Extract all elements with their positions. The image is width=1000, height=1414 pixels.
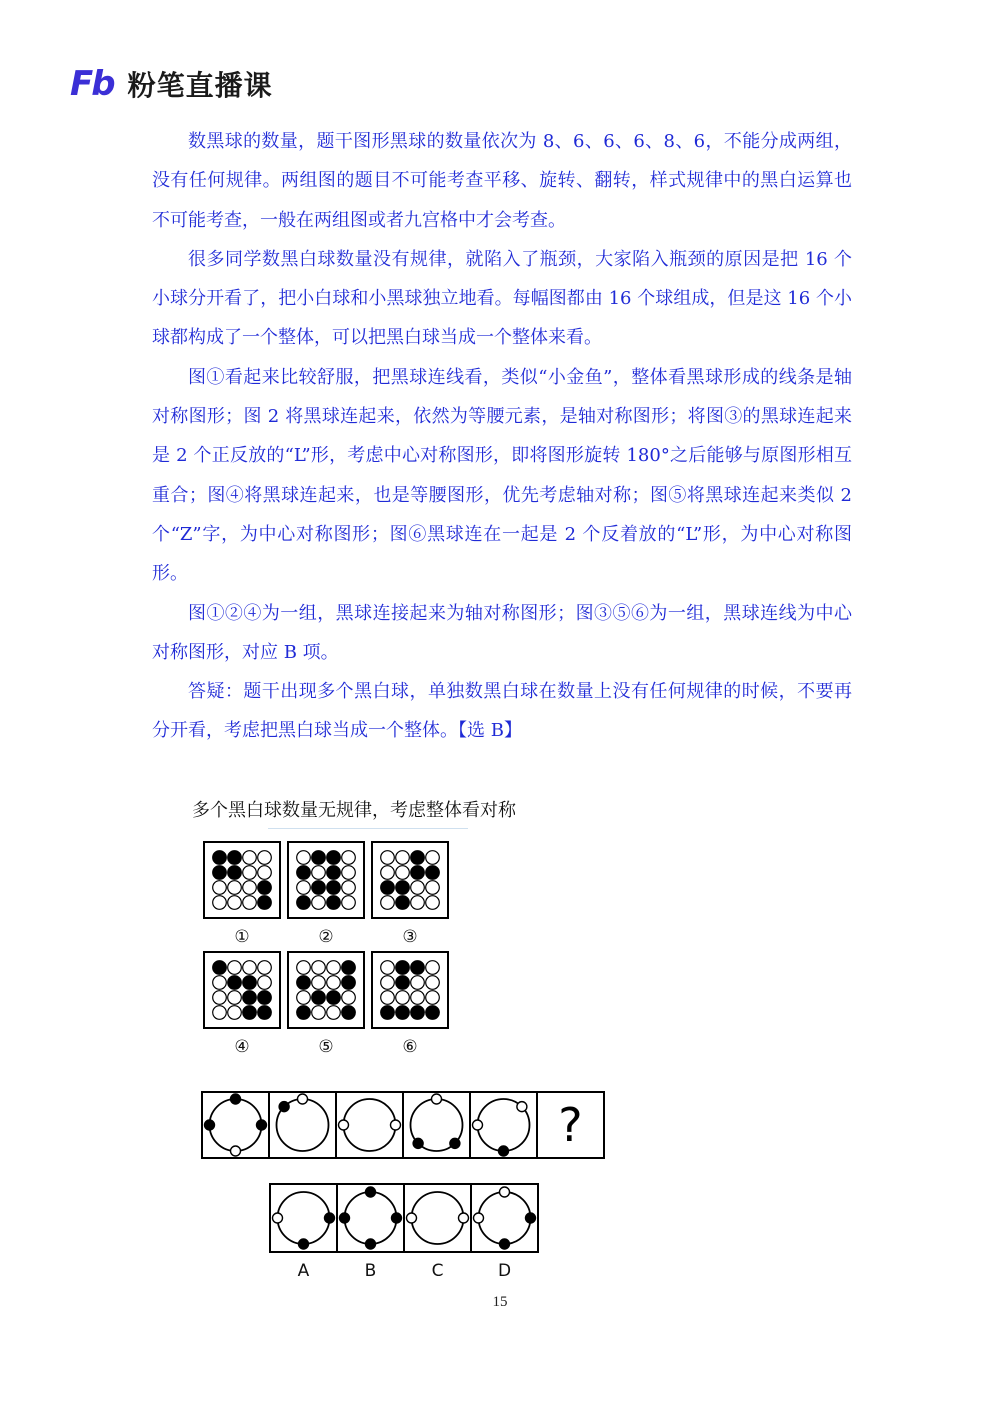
black-ball — [258, 991, 272, 1005]
white-ball — [342, 866, 356, 880]
white-ball — [258, 976, 272, 990]
white-ball — [381, 961, 395, 975]
black-ball — [381, 1006, 395, 1020]
white-ball — [381, 896, 395, 910]
white-ball — [228, 896, 242, 910]
black-ball — [312, 881, 326, 895]
white-ball — [312, 1006, 326, 1020]
black-dot — [500, 1239, 510, 1249]
black-ball — [327, 851, 341, 865]
white-ball — [243, 881, 257, 895]
white-ball — [426, 896, 440, 910]
black-ball — [258, 1006, 272, 1020]
white-ball — [411, 991, 425, 1005]
white-dot — [273, 1213, 283, 1223]
black-ball — [213, 866, 227, 880]
white-ball — [411, 976, 425, 990]
white-ball — [213, 976, 227, 990]
black-ball — [258, 896, 272, 910]
paragraph: 答疑：题干出现多个黑白球，单独数黑白球在数量上没有任何规律的时候，不要再分开看，考虑把黑白球当成一个整体。【选 B】 — [152, 681, 852, 742]
circle-sequence-figure — [196, 1086, 616, 1286]
white-dot — [474, 1213, 484, 1223]
white-ball — [297, 851, 311, 865]
white-ball — [243, 896, 257, 910]
white-ball — [396, 866, 410, 880]
black-ball — [327, 896, 341, 910]
white-dot — [459, 1213, 469, 1223]
paragraph: 数黑球的数量，题干图形黑球的数量依次为 8、6、6、6、8、6，不能分成两组，没有任何规律。两组图的题目不可能考查平移、旋转、翻转，样式规律中的黑白运算也不可能考查，一般在两组图或者九宫格中才会考查。 — [152, 131, 852, 231]
black-ball — [396, 961, 410, 975]
option-label: C — [431, 1261, 444, 1281]
white-dot — [407, 1213, 417, 1223]
white-ball — [213, 881, 227, 895]
black-ball — [327, 991, 341, 1005]
fenbi-logo: Fb — [70, 64, 114, 104]
black-ball — [312, 991, 326, 1005]
white-ball — [426, 991, 440, 1005]
white-ball — [297, 881, 311, 895]
white-ball — [426, 881, 440, 895]
white-dot — [473, 1120, 483, 1130]
black-ball — [258, 881, 272, 895]
white-dot — [391, 1120, 401, 1130]
white-ball — [213, 991, 227, 1005]
option-label: A — [297, 1261, 310, 1281]
panel-label: ③ — [402, 927, 418, 947]
white-ball — [312, 976, 326, 990]
black-ball — [396, 896, 410, 910]
white-ball — [228, 991, 242, 1005]
white-dot — [500, 1187, 510, 1197]
question-mark: ? — [558, 1098, 583, 1152]
paragraph: 图①看起来比较舒服，把黑球连线看，类似“小金鱼”，整体看黑球形成的线条是轴对称图形；图 2 将黑球连起来，依然为等腰元素，是轴对称图形；将图③的黑球连起来是 2 个正反放的“L”形，考虑中心对称图形，即将图形旋转 180°之后能够与原图形相互重合；图④将黑球连起来，也是等腰图形，优先考虑轴对称；图⑤将黑球连起来类似 2 个“Z”字，为中心对称图形；图⑥黑球连在一起是 2 个反着放的“L”形，为中心对称图形。 — [152, 366, 852, 585]
black-ball — [243, 991, 257, 1005]
black-dot — [413, 1138, 423, 1148]
white-ball — [228, 961, 242, 975]
ball-grid-panel — [288, 842, 364, 947]
white-ball — [297, 961, 311, 975]
black-ball — [297, 1006, 311, 1020]
white-ball — [312, 866, 326, 880]
white-dot — [231, 1146, 241, 1156]
black-dot — [279, 1102, 289, 1112]
white-ball — [342, 851, 356, 865]
white-dot — [339, 1120, 349, 1130]
black-ball — [297, 866, 311, 880]
black-ball — [297, 896, 311, 910]
panel-label: ④ — [234, 1037, 250, 1057]
white-ball — [228, 881, 242, 895]
black-dot — [340, 1213, 350, 1223]
panel-label: ② — [318, 927, 334, 947]
black-ball — [411, 866, 425, 880]
paragraph: 很多同学数黑白球数量没有规律，就陷入了瓶颈，大家陷入瓶颈的原因是把 16 个小球分开看了，把小白球和小黑球独立地看。每幅图都由 16 个球组成，但是这 16 个小球都构成了一个整体，可以把黑白球当成一个整体来看。 — [152, 248, 852, 349]
black-ball — [342, 1006, 356, 1020]
caption-underline — [268, 828, 468, 829]
white-ball — [342, 896, 356, 910]
ball-grid-panel — [204, 952, 280, 1057]
white-ball — [426, 851, 440, 865]
black-ball — [228, 851, 242, 865]
ball-grid-panel — [372, 952, 448, 1057]
black-dot — [526, 1213, 536, 1223]
panel-label: ⑤ — [318, 1037, 334, 1057]
black-dot — [366, 1187, 376, 1197]
white-dot — [432, 1094, 442, 1104]
paragraph: 图①②④为一组，黑球连接起来为轴对称图形；图③⑤⑥为一组，黑球连线为中心对称图形，对应 B 项。 — [152, 602, 852, 663]
white-ball — [327, 961, 341, 975]
black-dot — [499, 1146, 509, 1156]
white-ball — [258, 961, 272, 975]
black-dot — [257, 1120, 267, 1130]
white-ball — [258, 851, 272, 865]
page-header — [70, 64, 273, 104]
ball-grid-panel — [372, 842, 448, 947]
white-ball — [213, 896, 227, 910]
option-label: B — [364, 1261, 377, 1281]
white-ball — [426, 976, 440, 990]
figure-caption: 多个黑白球数量无规律，考虑整体看对称 — [192, 800, 516, 821]
white-ball — [381, 976, 395, 990]
black-dot — [231, 1094, 241, 1104]
black-ball — [327, 866, 341, 880]
black-ball — [342, 961, 356, 975]
white-ball — [312, 961, 326, 975]
panel-label: ⑥ — [402, 1037, 418, 1057]
white-ball — [381, 866, 395, 880]
black-ball — [327, 881, 341, 895]
ball-grid-figure — [196, 836, 466, 1062]
ball-grid-panel — [288, 952, 364, 1057]
white-ball — [396, 851, 410, 865]
black-ball — [213, 961, 227, 975]
white-dot — [517, 1102, 527, 1112]
white-ball — [327, 1006, 341, 1020]
black-ball — [228, 976, 242, 990]
black-ball — [411, 851, 425, 865]
white-dot — [298, 1094, 308, 1104]
black-ball — [228, 866, 242, 880]
black-ball — [396, 1006, 410, 1020]
white-ball — [381, 991, 395, 1005]
panel-label: ① — [234, 927, 250, 947]
black-ball — [396, 881, 410, 895]
white-ball — [228, 1006, 242, 1020]
black-ball — [411, 1006, 425, 1020]
black-ball — [411, 961, 425, 975]
white-ball — [243, 851, 257, 865]
black-ball — [243, 976, 257, 990]
white-ball — [342, 881, 356, 895]
black-ball — [396, 976, 410, 990]
black-ball — [426, 866, 440, 880]
white-ball — [381, 851, 395, 865]
black-dot — [366, 1239, 376, 1249]
black-dot — [392, 1213, 402, 1223]
white-ball — [426, 961, 440, 975]
black-ball — [312, 851, 326, 865]
page-number: 15 — [492, 1294, 508, 1310]
white-ball — [342, 991, 356, 1005]
white-ball — [312, 896, 326, 910]
white-ball — [411, 881, 425, 895]
white-ball — [243, 961, 257, 975]
black-dot — [299, 1239, 309, 1249]
explanation-text — [152, 122, 852, 751]
black-ball — [213, 851, 227, 865]
white-ball — [327, 976, 341, 990]
white-ball — [297, 991, 311, 1005]
brand-name: 粉笔直播课 — [127, 69, 273, 102]
white-ball — [243, 866, 257, 880]
ball-grid-panel — [204, 842, 280, 947]
black-ball — [426, 1006, 440, 1020]
black-dot — [205, 1120, 215, 1130]
white-ball — [258, 866, 272, 880]
black-ball — [381, 881, 395, 895]
black-dot — [325, 1213, 335, 1223]
black-ball — [297, 976, 311, 990]
white-ball — [213, 1006, 227, 1020]
black-ball — [243, 1006, 257, 1020]
white-ball — [411, 896, 425, 910]
white-ball — [396, 991, 410, 1005]
black-ball — [342, 976, 356, 990]
black-dot — [450, 1138, 460, 1148]
option-label: D — [497, 1261, 512, 1281]
